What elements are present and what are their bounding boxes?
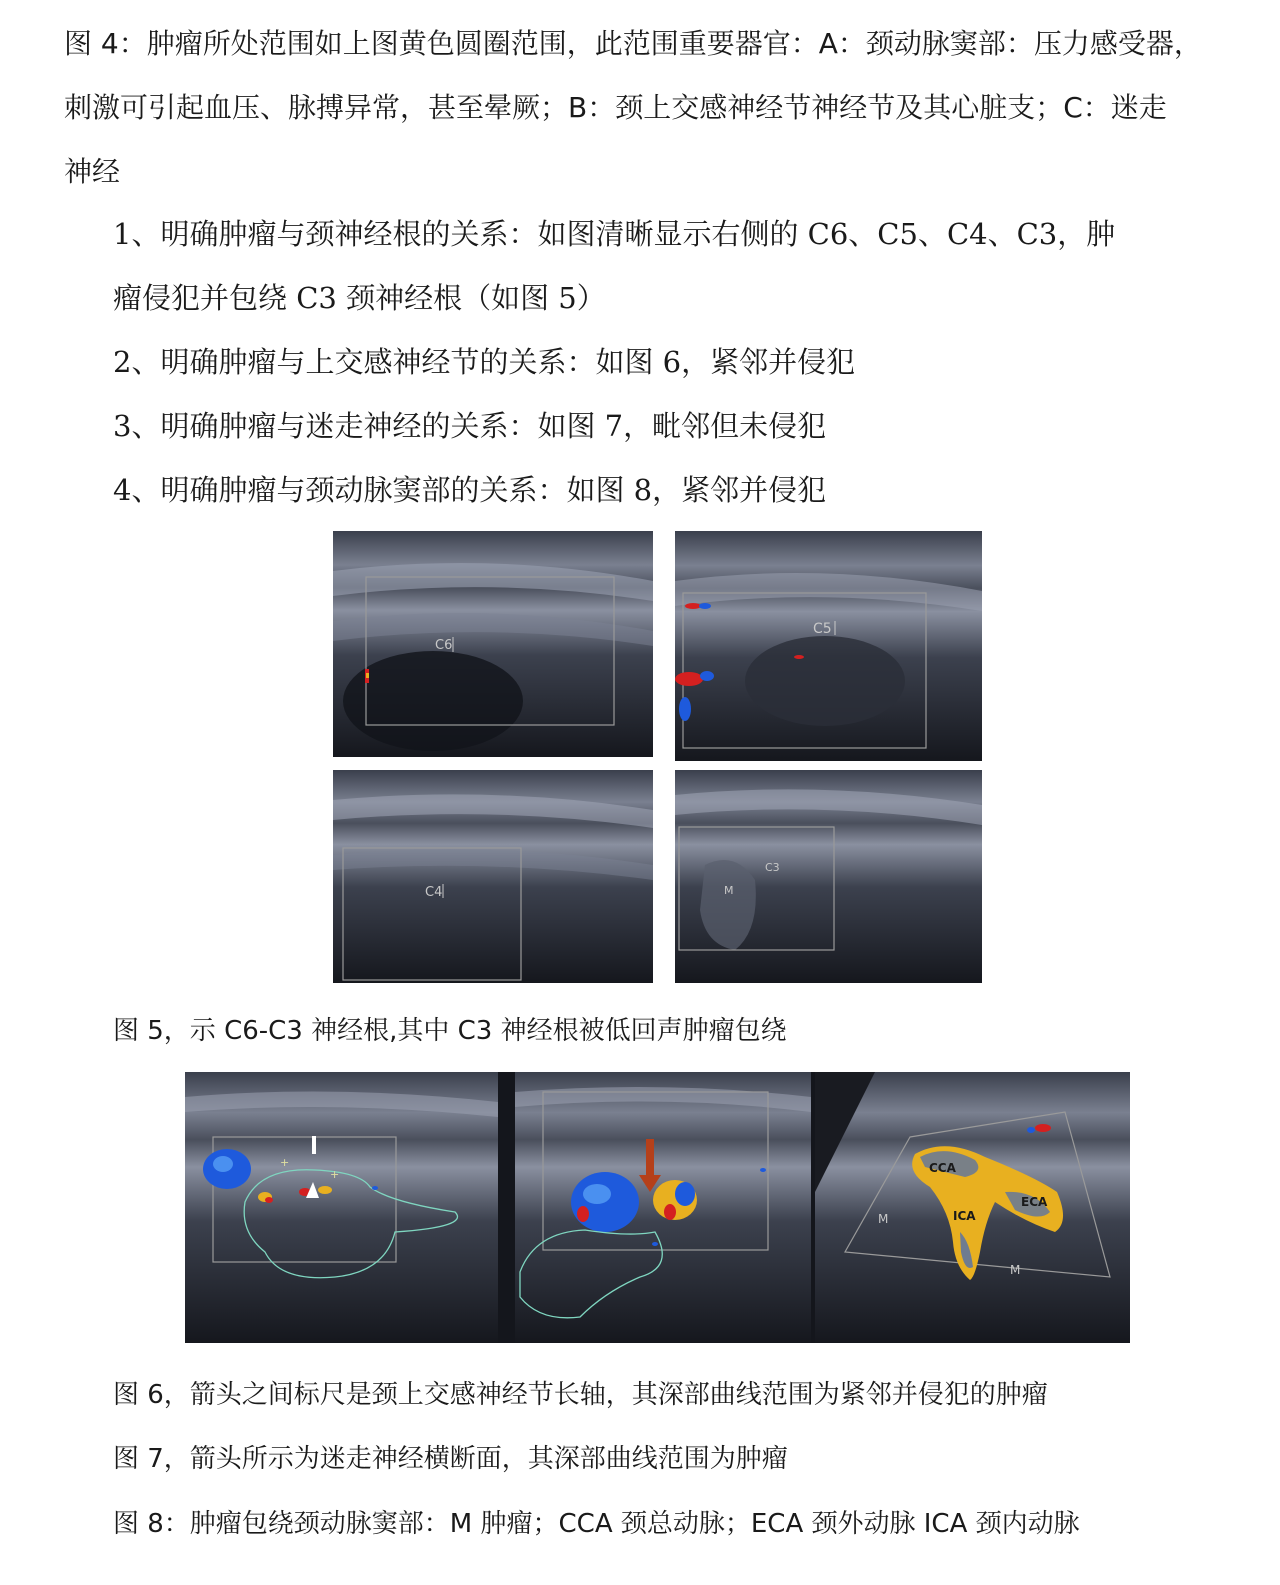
label-cca: CCA [929,1161,956,1175]
caption-fig7: 图 7，箭头所示为迷走神经横断面，其深部曲线范围为肿瘤 [113,1444,788,1474]
label-m-fig5: M [724,884,734,897]
label-c6: C6 [435,638,453,653]
label-c4: C4 [425,885,443,900]
ultrasound-panel-c6 [333,531,653,757]
list-item-1-line-2: 瘤侵犯并包绕 C3 颈神经根（如图 5） [113,281,606,315]
label-m-fig8-bottom: M [1010,1263,1021,1277]
intro-line-3: 神经 [64,155,121,188]
ultrasound-panel-c5 [675,531,982,761]
svg-text:+: + [280,1156,290,1169]
label-c3: C3 [765,861,780,874]
caption-fig6: 图 6，箭头之间标尺是颈上交感神经节长轴，其深部曲线范围为紧邻并侵犯的肿瘤 [113,1380,1048,1410]
ultrasound-panel-fig6 [185,1072,498,1343]
list-item-1-line-1: 1、明确肿瘤与颈神经根的关系：如图清晰显示右侧的 C6、C5、C4、C3，肿 [113,217,1116,251]
list-item-1 [113,202,1223,330]
ultrasound-panel-fig7 [515,1072,811,1343]
label-c5: C5 [813,621,832,637]
label-m-fig8-left: M [878,1212,889,1226]
ultrasound-panel-c3 [675,770,982,983]
intro-line-1: 图 4：肿瘤所处范围如上图黄色圆圈范围，此范围重要器官：A：颈动脉窦部：压力感受器， [64,27,1202,60]
ultrasound-figure-strip [185,1072,1130,1343]
label-ica: ICA [953,1209,976,1223]
label-eca: ECA [1021,1195,1048,1209]
caption-fig8: 图 8：肿瘤包绕颈动脉窦部：M 肿瘤；CCA 颈总动脉；ECA 颈外动脉 ICA 颈内动脉 [113,1509,1080,1539]
svg-text:+: + [330,1168,340,1181]
caption-fig5: 图 5，示 C6-C3 神经根,其中 C3 神经根被低回声肿瘤包绕 [113,1016,787,1046]
list-item-4: 4、明确肿瘤与颈动脉窦部的关系：如图 8，紧邻并侵犯 [113,473,827,507]
ultrasound-panel-c4 [333,770,653,983]
list-item-3: 3、明确肿瘤与迷走神经的关系：如图 7，毗邻但未侵犯 [113,409,827,443]
intro-line-2: 刺激可引起血压、脉搏异常，甚至晕厥；B：颈上交感神经节神经节及其心脏支；C：迷走 [64,91,1167,124]
list-item-2: 2、明确肿瘤与上交感神经节的关系：如图 6，紧邻并侵犯 [113,345,856,379]
ultrasound-panel-fig8 [815,1072,1130,1343]
intro-paragraph [64,12,1224,204]
